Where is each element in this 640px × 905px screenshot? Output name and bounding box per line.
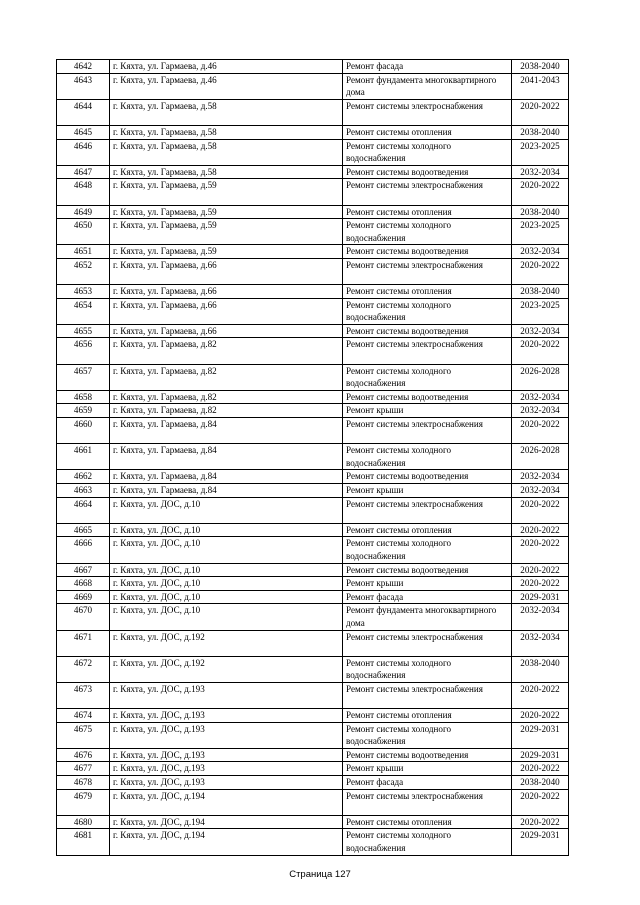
table-row bbox=[57, 60, 569, 74]
table-row bbox=[57, 205, 569, 219]
work-type-cell: Ремонт системы холодного водоснабжения bbox=[343, 298, 512, 324]
work-type-cell: Ремонт системы электроснабжения bbox=[343, 682, 512, 708]
period-cell: 2020-2022 bbox=[512, 258, 569, 284]
period-cell: 2038-2040 bbox=[512, 776, 569, 790]
period-cell: 2032-2034 bbox=[512, 404, 569, 418]
period-cell: 2020-2022 bbox=[512, 762, 569, 776]
period-cell: 2029-2031 bbox=[512, 829, 569, 855]
work-type-cell: Ремонт системы холодного водоснабжения bbox=[343, 444, 512, 470]
period-cell: 2038-2040 bbox=[512, 285, 569, 299]
work-type-cell: Ремонт системы отопления bbox=[343, 125, 512, 139]
table-row bbox=[57, 390, 569, 404]
address-cell: г. Кяхта, ул. Гармаева, д.66 bbox=[110, 298, 343, 324]
table-row bbox=[57, 165, 569, 179]
table-row bbox=[57, 815, 569, 829]
row-number-cell: 4664 bbox=[57, 497, 110, 523]
row-number-cell: 4642 bbox=[57, 60, 110, 74]
work-type-cell: Ремонт системы отопления bbox=[343, 815, 512, 829]
row-number-cell: 4663 bbox=[57, 484, 110, 498]
row-number-cell: 4649 bbox=[57, 205, 110, 219]
address-cell: г. Кяхта, ул. Гармаева, д.66 bbox=[110, 258, 343, 284]
row-number-cell: 4680 bbox=[57, 815, 110, 829]
row-number-cell: 4668 bbox=[57, 577, 110, 591]
row-number-cell: 4652 bbox=[57, 258, 110, 284]
period-cell: 2023-2025 bbox=[512, 298, 569, 324]
row-number-cell: 4666 bbox=[57, 537, 110, 563]
period-cell: 2020-2022 bbox=[512, 815, 569, 829]
period-cell: 2038-2040 bbox=[512, 205, 569, 219]
address-cell: г. Кяхта, ул. Гармаева, д.58 bbox=[110, 125, 343, 139]
table-row bbox=[57, 577, 569, 591]
work-type-cell: Ремонт системы холодного водоснабжения bbox=[343, 537, 512, 563]
address-cell: г. Кяхта, ул. Гармаева, д.84 bbox=[110, 418, 343, 444]
table-row bbox=[57, 73, 569, 99]
period-cell: 2020-2022 bbox=[512, 99, 569, 125]
repair-schedule-table bbox=[56, 59, 569, 856]
period-cell: 2032-2034 bbox=[512, 604, 569, 630]
row-number-cell: 4675 bbox=[57, 722, 110, 748]
work-type-cell: Ремонт системы отопления bbox=[343, 205, 512, 219]
address-cell: г. Кяхта, ул. ДОС, д.192 bbox=[110, 630, 343, 656]
table-row bbox=[57, 748, 569, 762]
row-number-cell: 4658 bbox=[57, 390, 110, 404]
row-number-cell: 4676 bbox=[57, 748, 110, 762]
table-row bbox=[57, 245, 569, 259]
work-type-cell: Ремонт крыши bbox=[343, 404, 512, 418]
address-cell: г. Кяхта, ул. Гармаева, д.82 bbox=[110, 404, 343, 418]
table-row bbox=[57, 762, 569, 776]
address-cell: г. Кяхта, ул. ДОС, д.193 bbox=[110, 762, 343, 776]
table-row bbox=[57, 99, 569, 125]
row-number-cell: 4659 bbox=[57, 404, 110, 418]
row-number-cell: 4647 bbox=[57, 165, 110, 179]
address-cell: г. Кяхта, ул. ДОС, д.10 bbox=[110, 537, 343, 563]
address-cell: г. Кяхта, ул. Гармаева, д.66 bbox=[110, 324, 343, 338]
row-number-cell: 4653 bbox=[57, 285, 110, 299]
work-type-cell: Ремонт системы холодного водоснабжения bbox=[343, 829, 512, 855]
period-cell: 2032-2034 bbox=[512, 630, 569, 656]
period-cell: 2026-2028 bbox=[512, 444, 569, 470]
work-type-cell: Ремонт системы электроснабжения bbox=[343, 338, 512, 364]
work-type-cell: Ремонт крыши bbox=[343, 577, 512, 591]
table-row bbox=[57, 470, 569, 484]
address-cell: г. Кяхта, ул. Гармаева, д.82 bbox=[110, 390, 343, 404]
work-type-cell: Ремонт системы водоотведения bbox=[343, 390, 512, 404]
work-type-cell: Ремонт системы водоотведения bbox=[343, 245, 512, 259]
address-cell: г. Кяхта, ул. ДОС, д.193 bbox=[110, 776, 343, 790]
row-number-cell: 4670 bbox=[57, 604, 110, 630]
period-cell: 2023-2025 bbox=[512, 139, 569, 165]
page-number: Страница 127 bbox=[289, 869, 351, 880]
work-type-cell: Ремонт системы водоотведения bbox=[343, 748, 512, 762]
table-row bbox=[57, 722, 569, 748]
row-number-cell: 4656 bbox=[57, 338, 110, 364]
address-cell: г. Кяхта, ул. ДОС, д.10 bbox=[110, 604, 343, 630]
period-cell: 2020-2022 bbox=[512, 338, 569, 364]
address-cell: г. Кяхта, ул. Гармаева, д.59 bbox=[110, 245, 343, 259]
work-type-cell: Ремонт системы водоотведения bbox=[343, 324, 512, 338]
period-cell: 2020-2022 bbox=[512, 563, 569, 577]
period-cell: 2026-2028 bbox=[512, 364, 569, 390]
work-type-cell: Ремонт системы отопления bbox=[343, 523, 512, 537]
table-row bbox=[57, 364, 569, 390]
period-cell: 2020-2022 bbox=[512, 537, 569, 563]
table-row bbox=[57, 298, 569, 324]
row-number-cell: 4645 bbox=[57, 125, 110, 139]
address-cell: г. Кяхта, ул. ДОС, д.10 bbox=[110, 497, 343, 523]
row-number-cell: 4650 bbox=[57, 219, 110, 245]
table-row bbox=[57, 444, 569, 470]
period-cell: 2020-2022 bbox=[512, 577, 569, 591]
row-number-cell: 4651 bbox=[57, 245, 110, 259]
table-row bbox=[57, 179, 569, 205]
period-cell: 2038-2040 bbox=[512, 125, 569, 139]
period-cell: 2032-2034 bbox=[512, 470, 569, 484]
row-number-cell: 4662 bbox=[57, 470, 110, 484]
period-cell: 2038-2040 bbox=[512, 60, 569, 74]
row-number-cell: 4679 bbox=[57, 789, 110, 815]
row-number-cell: 4654 bbox=[57, 298, 110, 324]
period-cell: 2041-2043 bbox=[512, 73, 569, 99]
row-number-cell: 4672 bbox=[57, 656, 110, 682]
row-number-cell: 4678 bbox=[57, 776, 110, 790]
table-row bbox=[57, 258, 569, 284]
address-cell: г. Кяхта, ул. Гармаева, д.46 bbox=[110, 60, 343, 74]
work-type-cell: Ремонт системы водоотведения bbox=[343, 165, 512, 179]
address-cell: г. Кяхта, ул. ДОС, д.10 bbox=[110, 563, 343, 577]
period-cell: 2020-2022 bbox=[512, 523, 569, 537]
address-cell: г. Кяхта, ул. ДОС, д.10 bbox=[110, 590, 343, 604]
address-cell: г. Кяхта, ул. ДОС, д.194 bbox=[110, 829, 343, 855]
work-type-cell: Ремонт системы холодного водоснабжения bbox=[343, 722, 512, 748]
work-type-cell: Ремонт крыши bbox=[343, 484, 512, 498]
work-type-cell: Ремонт системы водоотведения bbox=[343, 563, 512, 577]
work-type-cell: Ремонт системы холодного водоснабжения bbox=[343, 364, 512, 390]
table-row bbox=[57, 709, 569, 723]
table-row bbox=[57, 285, 569, 299]
row-number-cell: 4671 bbox=[57, 630, 110, 656]
table-row bbox=[57, 630, 569, 656]
period-cell: 2038-2040 bbox=[512, 656, 569, 682]
table-row bbox=[57, 338, 569, 364]
table-row bbox=[57, 537, 569, 563]
address-cell: г. Кяхта, ул. Гармаева, д.58 bbox=[110, 139, 343, 165]
work-type-cell: Ремонт системы электроснабжения bbox=[343, 630, 512, 656]
address-cell: г. Кяхта, ул. Гармаева, д.84 bbox=[110, 444, 343, 470]
row-number-cell: 4669 bbox=[57, 590, 110, 604]
period-cell: 2020-2022 bbox=[512, 497, 569, 523]
period-cell: 2032-2034 bbox=[512, 324, 569, 338]
work-type-cell: Ремонт системы отопления bbox=[343, 285, 512, 299]
work-type-cell: Ремонт фасада bbox=[343, 590, 512, 604]
table-row bbox=[57, 776, 569, 790]
address-cell: г. Кяхта, ул. Гармаева, д.84 bbox=[110, 470, 343, 484]
address-cell: г. Кяхта, ул. ДОС, д.193 bbox=[110, 722, 343, 748]
table-row bbox=[57, 656, 569, 682]
work-type-cell: Ремонт фундамента многоквартирного дома bbox=[343, 604, 512, 630]
work-type-cell: Ремонт системы электроснабжения bbox=[343, 179, 512, 205]
address-cell: г. Кяхта, ул. ДОС, д.193 bbox=[110, 748, 343, 762]
period-cell: 2023-2025 bbox=[512, 219, 569, 245]
table-row bbox=[57, 139, 569, 165]
table-row bbox=[57, 523, 569, 537]
row-number-cell: 4655 bbox=[57, 324, 110, 338]
row-number-cell: 4665 bbox=[57, 523, 110, 537]
row-number-cell: 4681 bbox=[57, 829, 110, 855]
table-row bbox=[57, 497, 569, 523]
address-cell: г. Кяхта, ул. ДОС, д.10 bbox=[110, 523, 343, 537]
work-type-cell: Ремонт крыши bbox=[343, 762, 512, 776]
table-row bbox=[57, 404, 569, 418]
address-cell: г. Кяхта, ул. Гармаева, д.59 bbox=[110, 205, 343, 219]
table-row bbox=[57, 125, 569, 139]
table-row bbox=[57, 590, 569, 604]
work-type-cell: Ремонт системы электроснабжения bbox=[343, 258, 512, 284]
table-row bbox=[57, 563, 569, 577]
row-number-cell: 4673 bbox=[57, 682, 110, 708]
period-cell: 2020-2022 bbox=[512, 709, 569, 723]
row-number-cell: 4661 bbox=[57, 444, 110, 470]
address-cell: г. Кяхта, ул. Гармаева, д.59 bbox=[110, 179, 343, 205]
table-row bbox=[57, 324, 569, 338]
row-number-cell: 4646 bbox=[57, 139, 110, 165]
work-type-cell: Ремонт системы водоотведения bbox=[343, 470, 512, 484]
work-type-cell: Ремонт системы электроснабжения bbox=[343, 99, 512, 125]
row-number-cell: 4674 bbox=[57, 709, 110, 723]
work-type-cell: Ремонт фасада bbox=[343, 60, 512, 74]
repair-schedule-body bbox=[57, 60, 569, 856]
period-cell: 2020-2022 bbox=[512, 682, 569, 708]
period-cell: 2029-2031 bbox=[512, 722, 569, 748]
address-cell: г. Кяхта, ул. ДОС, д.194 bbox=[110, 815, 343, 829]
period-cell: 2032-2034 bbox=[512, 245, 569, 259]
address-cell: г. Кяхта, ул. Гармаева, д.82 bbox=[110, 364, 343, 390]
table-row bbox=[57, 789, 569, 815]
address-cell: г. Кяхта, ул. Гармаева, д.58 bbox=[110, 99, 343, 125]
row-number-cell: 4643 bbox=[57, 73, 110, 99]
address-cell: г. Кяхта, ул. Гармаева, д.66 bbox=[110, 285, 343, 299]
table-row bbox=[57, 418, 569, 444]
table-row bbox=[57, 219, 569, 245]
row-number-cell: 4648 bbox=[57, 179, 110, 205]
work-type-cell: Ремонт системы холодного водоснабжения bbox=[343, 219, 512, 245]
address-cell: г. Кяхта, ул. ДОС, д.194 bbox=[110, 789, 343, 815]
table-row bbox=[57, 484, 569, 498]
work-type-cell: Ремонт системы холодного водоснабжения bbox=[343, 656, 512, 682]
row-number-cell: 4677 bbox=[57, 762, 110, 776]
work-type-cell: Ремонт системы отопления bbox=[343, 709, 512, 723]
period-cell: 2032-2034 bbox=[512, 390, 569, 404]
row-number-cell: 4644 bbox=[57, 99, 110, 125]
address-cell: г. Кяхта, ул. ДОС, д.193 bbox=[110, 709, 343, 723]
period-cell: 2029-2031 bbox=[512, 748, 569, 762]
period-cell: 2020-2022 bbox=[512, 789, 569, 815]
row-number-cell: 4667 bbox=[57, 563, 110, 577]
work-type-cell: Ремонт системы электроснабжения bbox=[343, 497, 512, 523]
period-cell: 2032-2034 bbox=[512, 165, 569, 179]
period-cell: 2029-2031 bbox=[512, 590, 569, 604]
address-cell: г. Кяхта, ул. Гармаева, д.82 bbox=[110, 338, 343, 364]
work-type-cell: Ремонт системы электроснабжения bbox=[343, 418, 512, 444]
address-cell: г. Кяхта, ул. Гармаева, д.46 bbox=[110, 73, 343, 99]
work-type-cell: Ремонт фасада bbox=[343, 776, 512, 790]
table-row bbox=[57, 829, 569, 855]
row-number-cell: 4657 bbox=[57, 364, 110, 390]
period-cell: 2020-2022 bbox=[512, 418, 569, 444]
table-row bbox=[57, 682, 569, 708]
row-number-cell: 4660 bbox=[57, 418, 110, 444]
address-cell: г. Кяхта, ул. ДОС, д.193 bbox=[110, 682, 343, 708]
work-type-cell: Ремонт системы электроснабжения bbox=[343, 789, 512, 815]
table-row bbox=[57, 604, 569, 630]
address-cell: г. Кяхта, ул. ДОС, д.192 bbox=[110, 656, 343, 682]
address-cell: г. Кяхта, ул. Гармаева, д.59 bbox=[110, 219, 343, 245]
address-cell: г. Кяхта, ул. ДОС, д.10 bbox=[110, 577, 343, 591]
period-cell: 2020-2022 bbox=[512, 179, 569, 205]
period-cell: 2032-2034 bbox=[512, 484, 569, 498]
work-type-cell: Ремонт системы холодного водоснабжения bbox=[343, 139, 512, 165]
address-cell: г. Кяхта, ул. Гармаева, д.58 bbox=[110, 165, 343, 179]
work-type-cell: Ремонт фундамента многоквартирного дома bbox=[343, 73, 512, 99]
address-cell: г. Кяхта, ул. Гармаева, д.84 bbox=[110, 484, 343, 498]
